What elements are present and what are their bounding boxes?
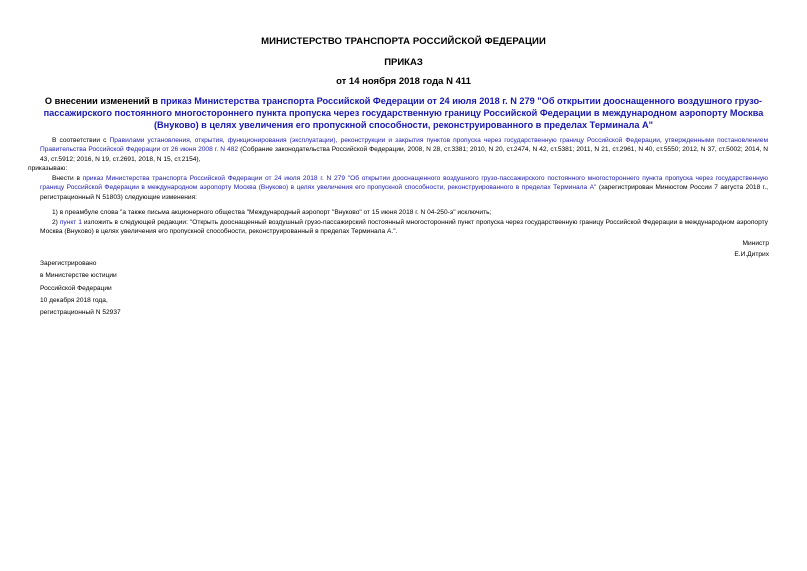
item-2-number: 2): [52, 219, 60, 226]
preamble-end: (Собрание законодательства Российской Федерации, 2008, N 28, ст.3381; 2010, N 20, ст.2474, N 42, ст.5381; 2011, N 21, ст.2961, N 40, ст.5550; 2012, N 37, ст.5002; 2014, N 43, ст.5912; 2016, N 19, ст.2691, 2018, N 15, ст.2154),: [40, 146, 768, 163]
registration-line: Зарегистрировано: [40, 260, 97, 267]
amendment-start: Внести в: [52, 175, 83, 182]
signatory-name: Е.И.Дитрих: [734, 251, 769, 258]
item-2: [40, 218, 768, 237]
registration-line: Российской Федерации: [40, 284, 112, 292]
document-type: ПРИКАЗ: [384, 57, 423, 68]
title-prefix: О внесении изменений в: [44, 96, 161, 106]
document-date-number: от 14 ноября 2018 года N 411: [336, 76, 471, 87]
item-1: 1) в преамбуле слова "а также письма акционерного общества "Международный аэропорт "Внуково" от 15 июня 2018 г. N 04-250-э" исключить;: [52, 209, 492, 216]
registration-line: регистрационный N 52937: [40, 309, 121, 317]
amendment-paragraph: [40, 174, 768, 202]
registration-line: 10 декабря 2018 года,: [40, 296, 108, 304]
signatory-position: Министр: [742, 240, 769, 247]
amendment-end: (зарегистрирован Минюстом России 7 августа 2018 г., регистрационный N 51803) следующие изменения:: [40, 184, 768, 201]
title-link[interactable]: приказ Министерства транспорта Российской Федерации от 24 июля 2018 г. N 279 "Об открытии дооснащенного воздушного грузо-пассажирского постоянного многостороннего пункта пропуска через государственную границу Российской Федерации в международном аэропорту Москва (Внуково) в целях увеличения его пропускной способности, реконструированного в пределах Терминала А": [43, 96, 764, 130]
registration-line: в Министерстве юстиции: [40, 272, 117, 280]
preamble-paragraph: [28, 136, 768, 173]
ministry-heading: МИНИСТЕРСТВО ТРАНСПОРТА РОССИЙСКОЙ ФЕДЕРАЦИИ: [261, 36, 546, 47]
item-2-text: изложить в следующей редакции: "Открыть дооснащенный воздушный грузо-пассажирский постоянный многосторонний пункт пропуска через государственную границу Российской Федерации в международном аэропорту Москва (Внуково) в целях увеличения его пропускной способности, реконструированный в пределах Терминала А.".: [40, 219, 768, 236]
order-word: приказываю:: [28, 164, 68, 172]
rules-link[interactable]: Правилами установления, открытия, функционирования (эксплуатации), реконструкции и закрытия пунктов пропуска через государственную границу Российской Федерации, утвержденными постановлением Правительства Российской Федерации от 26 июня 2008 г. N 482: [40, 137, 768, 154]
document-title: [40, 95, 767, 131]
registration-block: [40, 258, 121, 319]
preamble-start: В соответствии с: [52, 137, 110, 144]
order-279-link[interactable]: приказ Министерства транспорта Российской Федерации от 24 июля 2018 г. N 279 "Об открытии дооснащенного воздушного грузо-пассажирского постоянного многостороннего пункта пропуска через государственную границу Российской Федерации в международном аэропорту Москва (Внуково) в целях увеличения его пропускной способности, реконструированного в пределах Терминала А": [40, 175, 769, 192]
point-1-link[interactable]: пункт 1: [59, 219, 82, 226]
